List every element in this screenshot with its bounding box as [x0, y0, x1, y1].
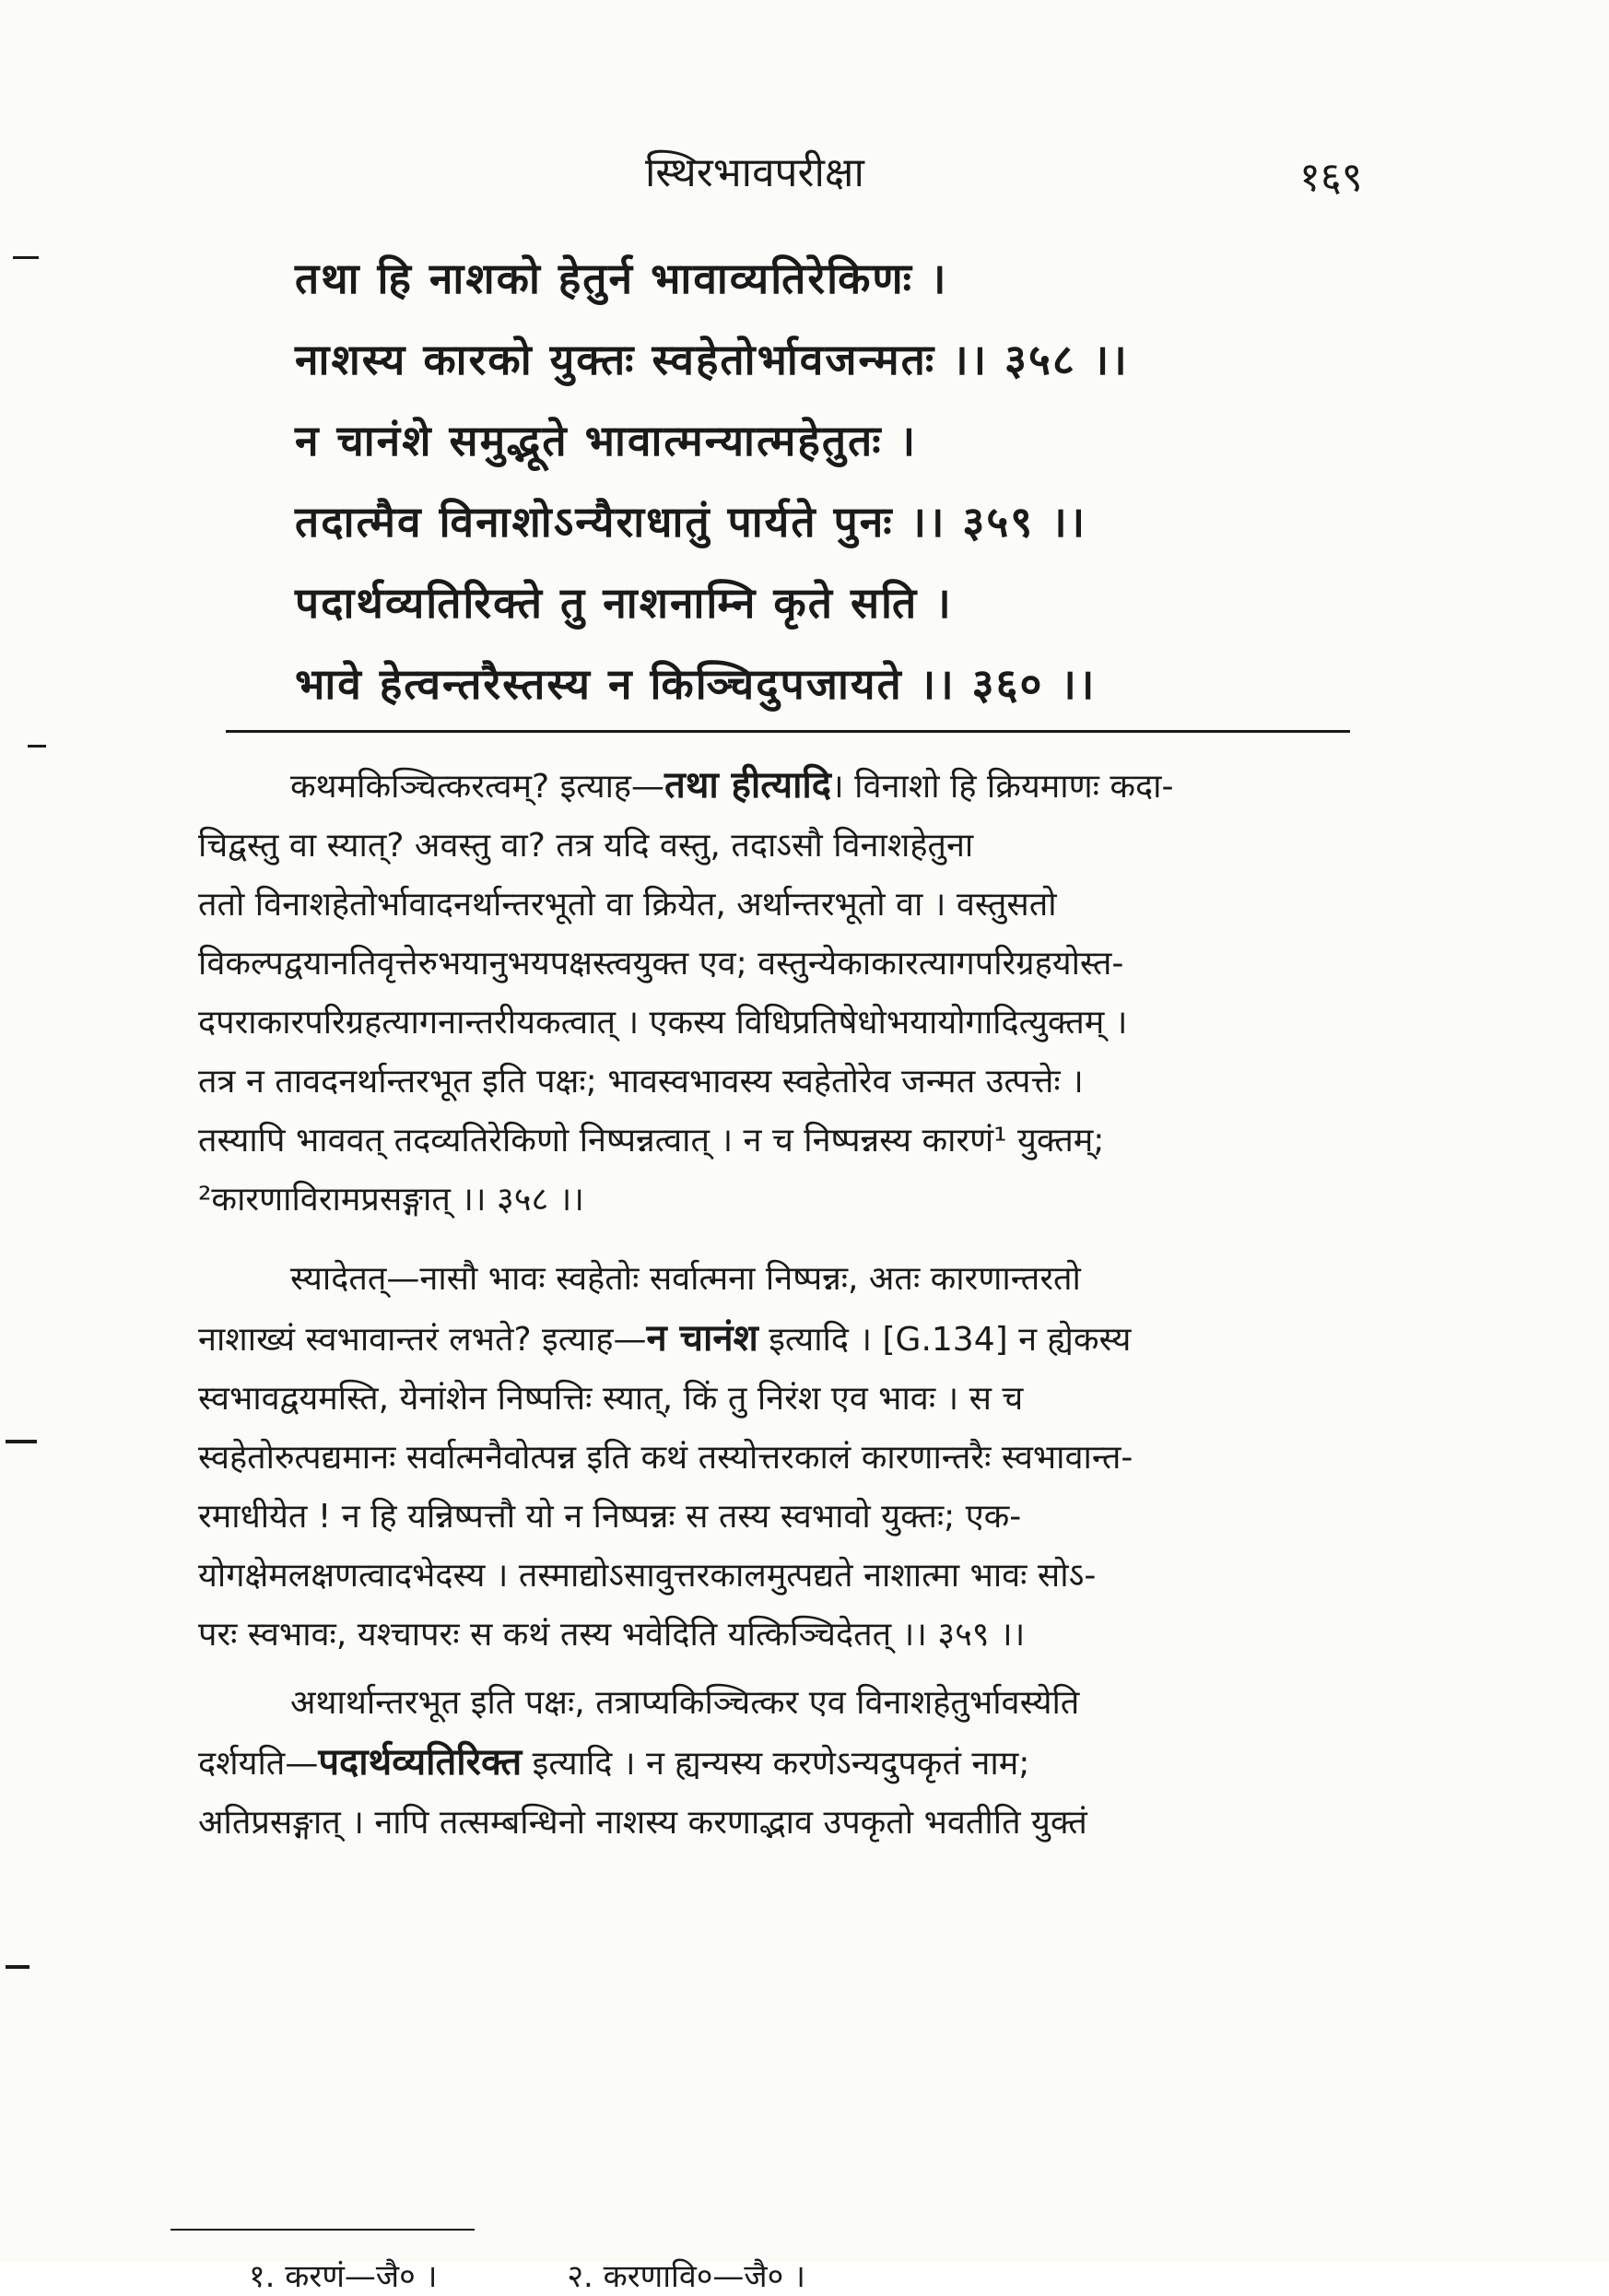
- text-line: ²कारणाविरामप्रसङ्गात् ।। ३५८ ।।: [198, 1181, 584, 1219]
- text-line: विकल्पद्वयानतिवृत्तेरुभयानुभयपक्षस्त्वयुक्त एव; वस्तुन्येकाकारत्यागपरिग्रहयोस्त-: [198, 945, 1124, 983]
- verse-line: नाशस्य कारको युक्तः स्वहेतोर्भावजन्मतः ।। ३५८ ।।: [295, 335, 1129, 384]
- text-line: चिद्वस्तु वा स्यात्? अवस्तु वा? तत्र यदि वस्तु, तदाऽसौ विनाशहेतुना: [198, 827, 974, 865]
- verse-quote: न चानंश: [646, 1317, 758, 1360]
- text-line: स्वभावद्वयमस्ति, येनांशेन निष्पत्तिः स्यात्, किं तु निरंश एव भावः । स च: [198, 1380, 1024, 1418]
- text-line: दपराकारपरिग्रहत्यागनान्तरीयकत्वात् । एकस्य विधिप्रतिषेधोभयायोगादित्युक्तम् ।: [198, 1004, 1128, 1042]
- section-divider: [226, 730, 1350, 733]
- text-line: परः स्वभावः, यश्चापरः स कथं तस्य भवेदिति यत्किञ्चिदेतत् ।। ३५९ ।।: [198, 1616, 1026, 1654]
- text-segment: दर्शयति—: [198, 1745, 319, 1783]
- text-line: अथार्थान्तरभूत इति पक्षः, तत्राप्यकिञ्चित्कर एव विनाशहेतुर्भावस्येति: [290, 1684, 1080, 1722]
- text-line: तत्र न तावदनर्थान्तरभूत इति पक्षः; भावस्वभावस्य स्वहेतोरेव जन्मत उत्पत्तेः ।: [198, 1063, 1084, 1101]
- running-header-title: स्थिरभावपरीक्षा: [645, 149, 864, 196]
- text-line: [198, 756, 1364, 817]
- footnote: १. करणं—जै० ।: [249, 2258, 438, 2295]
- text-segment: इत्यादि । [G.134] न ह्येकस्य: [758, 1321, 1132, 1359]
- commentary-paragraph: [198, 1674, 1364, 1853]
- commentary-paragraph: [198, 1250, 1364, 1665]
- text-segment: इत्यादि । न ह्यन्यस्य करणेऽन्यदुपकृतं नाम;: [522, 1745, 1030, 1783]
- margin-mark: [13, 256, 39, 259]
- text-line: स्वहेतोरुत्पद्यमानः सर्वात्मनैवोत्पन्न इति कथं तस्योत्तरकालं कारणान्तरैः स्वभावान्त-: [198, 1439, 1133, 1477]
- text-segment: नाशाख्यं स्वभावान्तरं लभते? इत्याह—: [198, 1321, 647, 1359]
- commentary: [198, 756, 1364, 1853]
- text-line: योगक्षेमलक्षणत्वादभेदस्य । तस्माद्योऽसावुत्तरकालमुत्पद्यते नाशात्मा भावः सोऽ-: [198, 1557, 1097, 1595]
- verse-quote: तथा हीत्यादि: [664, 764, 832, 807]
- text-line: तस्यापि भाववत् तदव्यतिरेकिणो निष्पन्नत्वात् । न च निष्पन्नस्य कारणं¹ युक्तम्;: [198, 1122, 1105, 1160]
- margin-mark: [6, 1440, 37, 1443]
- margin-mark: [28, 745, 46, 748]
- verse-quote: पदार्थव्यतिरिक्त: [318, 1741, 523, 1784]
- commentary-paragraph: [198, 756, 1364, 1230]
- verse-line: तदात्मैव विनाशोऽन्यैराधातुं पार्यते पुनः ।। ३५९ ।।: [295, 497, 1087, 547]
- verse-line: तथा हि नाशको हेतुर्न भावाव्यतिरेकिणः ।: [295, 253, 948, 303]
- text-line: रमाधीयेत ! न हि यन्निष्पत्तौ यो न निष्पन्नः स तस्य स्वभावो युक्तः; एक-: [198, 1498, 1022, 1536]
- verse-block: [295, 249, 1336, 736]
- footnotes: [249, 2254, 805, 2296]
- text-line: ततो विनाशहेतोर्भावादनर्थान्तरभूतो वा क्रियेत, अर्थान्तरभूतो वा । वस्तुसतो: [198, 886, 1057, 924]
- text-line: [198, 1309, 1364, 1370]
- text-segment: कथमकिञ्चित्करत्वम्? इत्याह—: [290, 768, 665, 806]
- margin-mark: [6, 1965, 29, 1969]
- footnote: २. करणावि०—जै० ।: [567, 2258, 806, 2295]
- text-line: स्यादेतत्—नासौ भावः स्वहेतोः सर्वात्मना निष्पन्नः, अतः कारणान्तरतो: [290, 1260, 1081, 1298]
- text-line: अतिप्रसङ्गात् । नापि तत्सम्बन्धिनो नाशस्य करणाद्भाव उपकृतो भवतीति युक्तं: [198, 1804, 1087, 1842]
- page-number: १६९: [1299, 154, 1363, 201]
- text-segment: । विनाशो हि क्रियमाणः कदा-: [831, 768, 1174, 806]
- footnote-divider: [170, 2229, 475, 2231]
- verse-line: भावे हेत्वन्तरैस्तस्य न किञ्चिदुपजायते ।। ३६० ।।: [295, 659, 1097, 709]
- verse-line: न चानंशे समुद्भूते भावात्मन्यात्महेतुतः ।: [295, 416, 918, 465]
- verse-line: पदार्थव्यतिरिक्ते तु नाशनाम्नि कृते सति ।: [295, 578, 953, 628]
- text-line: [198, 1733, 1364, 1794]
